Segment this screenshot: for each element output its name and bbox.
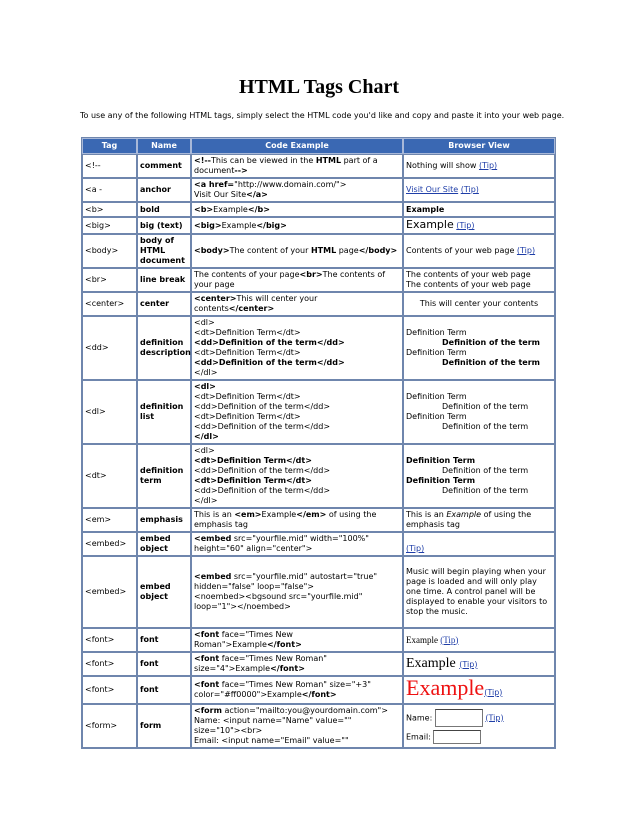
code-text: <embed <box>194 572 232 581</box>
tip-link[interactable]: (Tip) <box>406 544 425 553</box>
code-cell <box>191 704 403 748</box>
page-title: HTML Tags Chart <box>238 76 400 98</box>
tip-link[interactable]: (Tip) <box>516 246 536 255</box>
code-text: Example <box>261 510 297 519</box>
view-cell: Music will begin playing when your page is loaded and will only play one time. A control panel will be displayed to enable your visitors to stop the music. <box>403 556 555 628</box>
view-cell <box>403 508 555 532</box>
code-cell <box>191 556 403 628</box>
code-cell <box>191 444 403 508</box>
code-text: Example <box>213 204 248 214</box>
code-text: <font <box>194 680 220 689</box>
code-text: "http://www.domain.com/"> <box>234 180 347 189</box>
tip-link[interactable]: (Tip) <box>459 659 478 669</box>
name-cell: font <box>137 652 191 676</box>
code-text: of using the emphasis tag <box>194 510 377 529</box>
code-text: action="mailto:you@yourdomain.com"> <box>221 706 388 715</box>
code-text: <big> <box>194 220 222 230</box>
view-cell <box>403 444 555 508</box>
code-cell <box>191 234 403 268</box>
view-cell <box>403 154 555 178</box>
email-input[interactable] <box>433 730 481 744</box>
view-cell <box>403 704 555 748</box>
code-cell <box>191 628 403 652</box>
name-cell: bold <box>137 202 191 217</box>
tip-link[interactable]: (Tip) <box>478 161 498 170</box>
view-definition: Definition of the term <box>442 402 529 411</box>
code-line: <dt>Definition Term</dt> <box>194 328 301 337</box>
code-text: <b> <box>194 204 214 214</box>
view-term: Definition Term <box>406 412 467 421</box>
view-text: The contents of your web page <box>406 280 531 289</box>
code-cell <box>191 532 403 556</box>
view-cell <box>403 628 555 652</box>
code-line: <dl> <box>194 318 215 327</box>
name-cell: emphasis <box>137 508 191 532</box>
view-definition: Definition of the term <box>442 422 529 431</box>
view-cell <box>403 532 555 556</box>
view-text: of using the emphasis tag <box>406 510 532 529</box>
code-text: <font <box>194 654 220 663</box>
name-cell: body of HTML document <box>137 234 191 268</box>
code-text: The content of your <box>229 246 311 255</box>
table-row <box>82 628 555 652</box>
view-cell <box>403 217 555 234</box>
view-text: This will center your contents <box>419 299 539 308</box>
table-row <box>82 234 555 268</box>
tip-link[interactable]: (Tip) <box>440 634 459 645</box>
code-text: --> <box>234 166 248 175</box>
code-text: </b> <box>247 204 270 214</box>
code-text: part of a document <box>194 156 378 175</box>
code-cell <box>191 202 403 217</box>
email-label: Email: <box>406 732 431 741</box>
code-cell <box>191 154 403 178</box>
table-row <box>82 268 555 292</box>
name-label: Name: <box>406 713 433 722</box>
code-line: <dt>Definition Term</dt> <box>194 348 301 357</box>
code-cell <box>191 217 403 234</box>
table-row <box>82 202 555 217</box>
code-text: </font> <box>266 640 302 649</box>
table-row <box>82 217 555 234</box>
code-text: The contents of your page <box>194 270 300 279</box>
name-cell: font <box>137 628 191 652</box>
code-line: <dd>Definition of the term</dd> <box>194 358 345 367</box>
table-row <box>82 316 555 380</box>
html-tags-table <box>81 137 556 749</box>
code-line: <dd>Definition of the term</dd> <box>194 338 345 347</box>
code-text: This is an <box>194 510 235 519</box>
code-text: src="yourfile.mid" width="100%" height="60" align="center"> <box>194 534 369 553</box>
code-cell <box>191 292 403 316</box>
table-row <box>82 508 555 532</box>
tag-cell: <font> <box>82 628 137 652</box>
code-cell <box>191 676 403 704</box>
code-cell <box>191 380 403 444</box>
table-row <box>82 154 555 178</box>
header-code: Code Example <box>191 138 403 154</box>
code-text: </body> <box>358 246 398 255</box>
name-cell: center <box>137 292 191 316</box>
name-cell: embed object <box>137 556 191 628</box>
view-cell <box>403 380 555 444</box>
code-text: face="Times New Roman" size="4">Example <box>194 654 327 673</box>
code-text: face="Times New Roman" size="+3" color="#ff0000">Example <box>194 680 371 699</box>
table-row <box>82 676 555 704</box>
table-row <box>82 556 555 628</box>
code-text: <embed <box>194 534 232 543</box>
view-cell <box>403 676 555 704</box>
table-row <box>82 380 555 444</box>
name-cell: form <box>137 704 191 748</box>
table-row <box>82 292 555 316</box>
name-cell: font <box>137 676 191 704</box>
code-line: </dl> <box>194 368 218 377</box>
code-text: <!-- <box>194 156 211 165</box>
view-cell <box>403 268 555 292</box>
code-cell <box>191 268 403 292</box>
code-text: <form <box>194 706 222 715</box>
tag-cell: <font> <box>82 676 137 704</box>
view-definition: Definition of the term <box>442 338 540 347</box>
code-text: Visit Our Site <box>194 190 247 199</box>
tag-cell: <dl> <box>82 380 137 444</box>
view-cell <box>403 316 555 380</box>
code-cell <box>191 652 403 676</box>
code-cell <box>191 508 403 532</box>
tip-link[interactable]: (Tip) <box>485 713 504 722</box>
view-text: Contents of your web page <box>406 246 517 255</box>
visit-site-link[interactable]: Visit Our Site <box>406 185 459 194</box>
tag-cell: <big> <box>82 217 137 234</box>
code-text: Example <box>221 220 257 230</box>
view-emphasis: Example <box>446 510 482 519</box>
view-cell <box>403 234 555 268</box>
code-line: <dt>Definition Term</dt> <box>194 392 301 401</box>
code-text: The contents of your page <box>194 270 386 289</box>
table-row <box>82 178 555 202</box>
code-line: </dl> <box>194 496 218 505</box>
tag-cell: <body> <box>82 234 137 268</box>
code-text: Name: <input name="Name" value="" size="10"><br> <box>194 716 352 735</box>
view-term: Definition Term <box>406 348 467 357</box>
tag-cell: <dt> <box>82 444 137 508</box>
view-text: This is an <box>406 510 447 519</box>
name-cell: embed object <box>137 532 191 556</box>
code-text: face="Times New Roman">Example <box>194 630 293 649</box>
code-text: This can be viewed in the <box>211 156 316 165</box>
code-text: <br> <box>299 270 323 279</box>
name-cell: line break <box>137 268 191 292</box>
code-line: </dl> <box>194 432 219 441</box>
tag-cell: <center> <box>82 292 137 316</box>
view-definition: Definition of the term <box>442 358 540 367</box>
view-term: Definition Term <box>406 456 476 465</box>
table-row <box>82 704 555 748</box>
tag-cell: <br> <box>82 268 137 292</box>
code-line: <dd>Definition of the term</dd> <box>194 466 331 475</box>
tag-cell: <embed> <box>82 556 137 628</box>
code-text: src="yourfile.mid" autostart="true" hidden="false" loop="false"> <box>194 572 378 591</box>
code-text: </big> <box>256 220 287 230</box>
view-definition: Definition of the term <box>442 466 529 475</box>
view-term: Definition Term <box>406 476 476 485</box>
code-text: </center> <box>228 304 275 313</box>
tip-link[interactable]: (Tip) <box>456 221 475 230</box>
code-line: <dd>Definition of the term</dd> <box>194 422 331 431</box>
view-cell <box>403 292 555 316</box>
view-text: Example <box>406 655 460 671</box>
code-line: <dd>Definition of the term</dd> <box>194 402 331 411</box>
intro-text: To use any of the following HTML tags, simply select the HTML code you'd like and copy and paste it into your web page. <box>80 111 565 120</box>
name-cell: definition list <box>137 380 191 444</box>
view-term: Definition Term <box>406 328 467 337</box>
table-header-row <box>82 138 555 154</box>
tip-link[interactable]: (Tip) <box>484 687 503 697</box>
name-cell: definition term <box>137 444 191 508</box>
code-text: <em> <box>234 510 262 519</box>
name-cell: big (text) <box>137 217 191 234</box>
code-line: <dt>Definition Term</dt> <box>194 476 312 485</box>
code-text: <noembed><bgsound src="yourfile.mid" loop="1"></noembed> <box>194 592 363 611</box>
code-line: <dt>Definition Term</dt> <box>194 456 312 465</box>
table-row <box>82 444 555 508</box>
code-text: <a href= <box>194 180 235 189</box>
code-line: <dl> <box>194 446 215 455</box>
view-cell <box>403 178 555 202</box>
name-cell: comment <box>137 154 191 178</box>
tag-cell: <form> <box>82 704 137 748</box>
tag-cell: <a - <box>82 178 137 202</box>
header-view: Browser View <box>403 138 555 154</box>
code-text: <font <box>194 630 220 639</box>
code-text: HTML <box>310 246 337 255</box>
code-line: <dt>Definition Term</dt> <box>194 412 301 421</box>
code-text: </font> <box>270 664 305 673</box>
code-text: This will center your contents <box>194 294 318 313</box>
code-line: <dl> <box>194 382 216 391</box>
code-text: HTML <box>315 156 342 165</box>
tag-cell: <!-- <box>82 154 137 178</box>
name-cell: definition description <box>137 316 191 380</box>
table-row <box>82 652 555 676</box>
header-name: Name <box>137 138 191 154</box>
view-term: Definition Term <box>406 392 467 401</box>
tag-cell: <em> <box>82 508 137 532</box>
code-text: </a> <box>246 190 268 199</box>
code-text: </font> <box>301 690 337 699</box>
code-cell <box>191 316 403 380</box>
header-tag: Tag <box>82 138 137 154</box>
view-cell: Example <box>403 202 555 217</box>
view-cell <box>403 652 555 676</box>
code-text: </em> <box>296 510 327 519</box>
code-text: <body> <box>194 246 230 255</box>
view-text: Nothing will show <box>406 161 479 170</box>
code-text: Email: <input name="Email" value="" <box>194 736 349 745</box>
tag-cell: <dd> <box>82 316 137 380</box>
view-definition: Definition of the term <box>442 486 529 495</box>
code-text: page <box>336 246 359 255</box>
code-cell <box>191 178 403 202</box>
tag-cell: <embed> <box>82 532 137 556</box>
tip-link[interactable]: (Tip) <box>460 185 479 194</box>
tag-cell: <b> <box>82 202 137 217</box>
view-text: Example <box>406 634 441 645</box>
code-line: <dd>Definition of the term</dd> <box>194 486 331 495</box>
view-text: Example <box>406 674 485 700</box>
name-input[interactable] <box>435 709 483 727</box>
name-cell: anchor <box>137 178 191 202</box>
table-row <box>82 532 555 556</box>
view-text: The contents of your web page <box>406 270 531 279</box>
tag-cell: <font> <box>82 652 137 676</box>
view-text: Example <box>406 218 454 231</box>
code-text: <center> <box>194 294 237 303</box>
